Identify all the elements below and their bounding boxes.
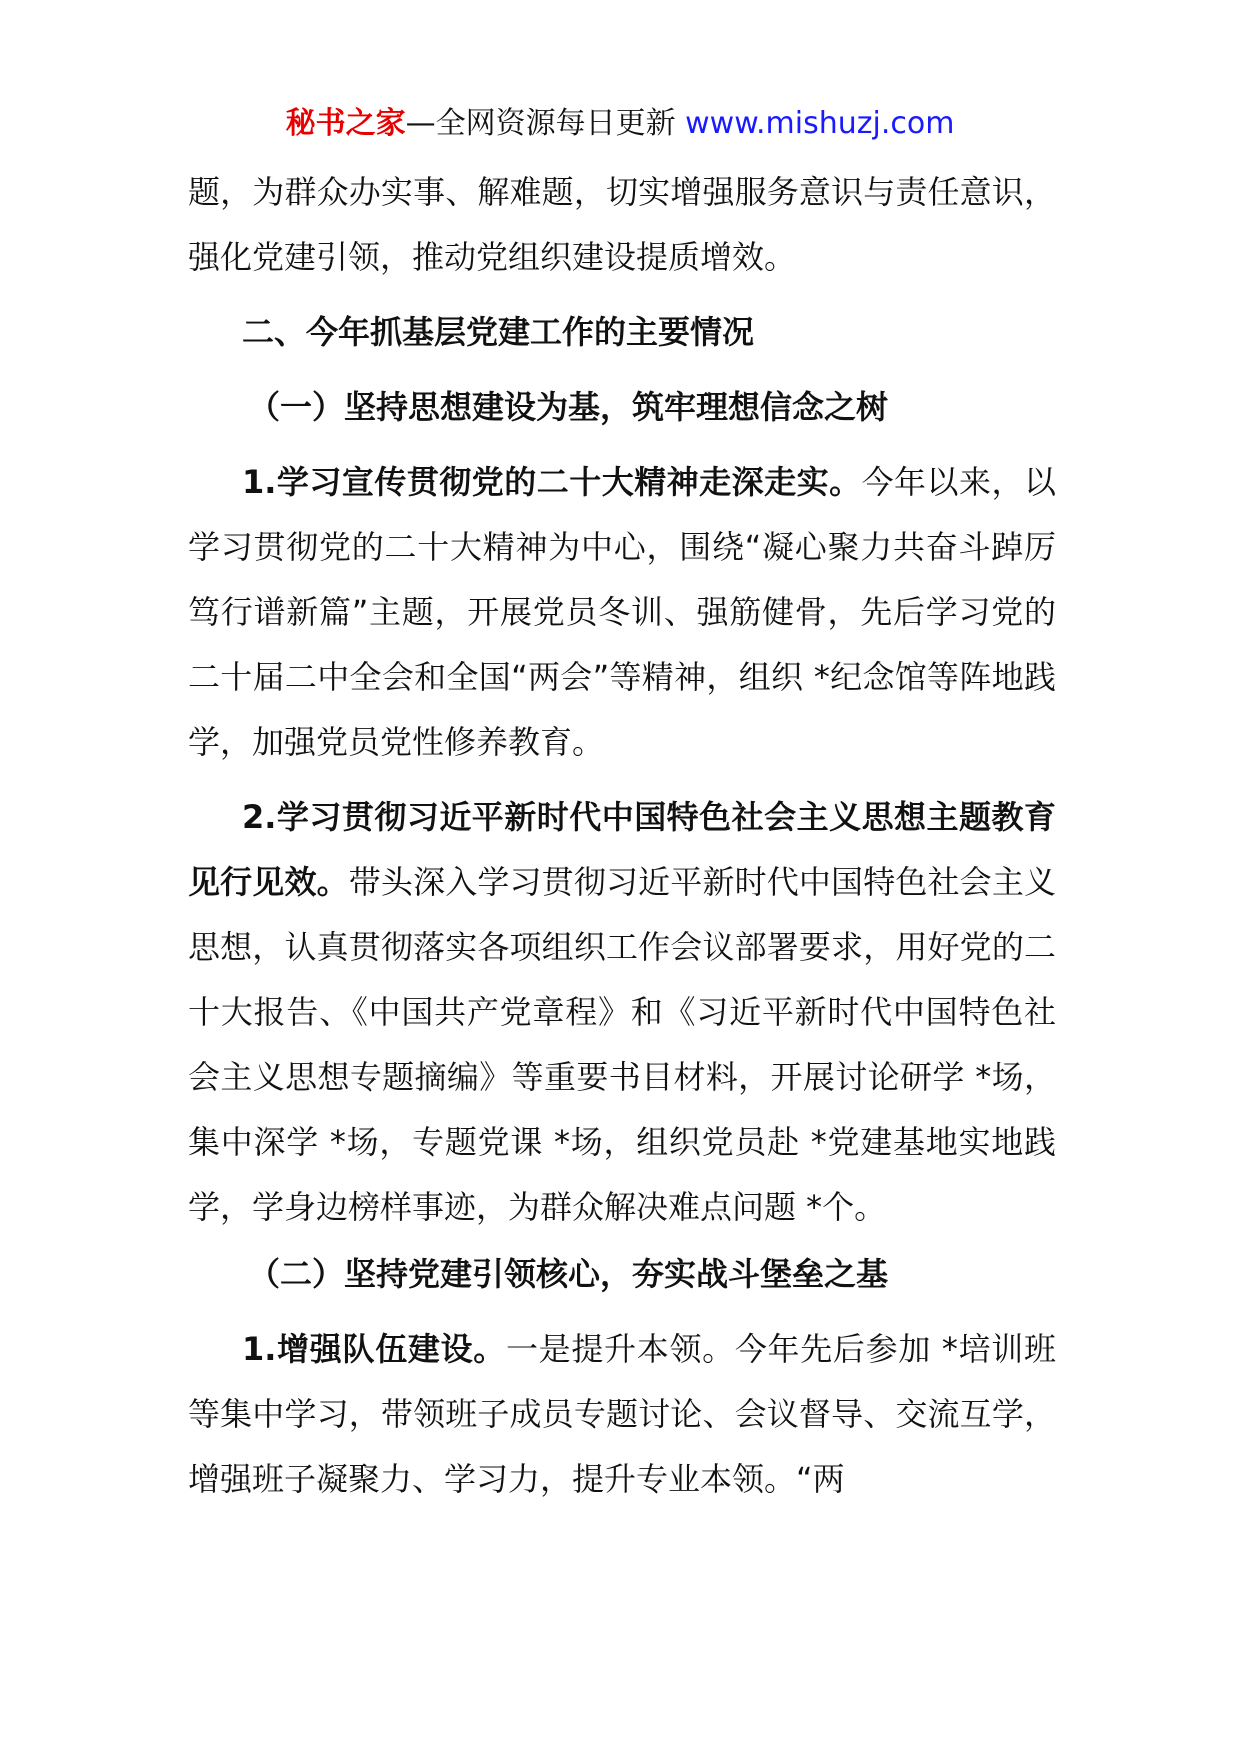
paragraph-item-3 [188, 1317, 1056, 1512]
paragraph-item-1 [188, 450, 1056, 775]
header-tagline: —全网资源每日更新 [405, 106, 686, 141]
item-2-title: 2.学习贯彻习近平新时代中国特色社会主义思想主题教育见行见效。 [188, 798, 1056, 901]
section-heading: 二、今年抓基层党建工作的主要情况 [242, 313, 755, 351]
item-3-title: 1.增强队伍建设。 [242, 1330, 506, 1368]
subsection-heading-2: （二）坚持党建引领核心，夯实战斗堡垒之基 [248, 1255, 889, 1293]
document-body [188, 160, 1056, 1512]
paragraph-item-2 [188, 785, 1056, 1240]
item-1-title: 1.学习宣传贯彻党的二十大精神走深走实。 [242, 463, 862, 501]
subsection-heading-1: （一）坚持思想建设为基，筑牢理想信念之树 [248, 388, 889, 426]
item-1-text: 今年以来，以学习贯彻党的二十大精神为中心，围绕“凝心聚力共奋斗踔厉笃行谱新篇”主题，开展党员冬训、强筋健骨，先后学习党的二十届二中全会和全国“两会”等精神，组织 *纪念馆等阵地践学，加强党员党性修养教育。 [188, 463, 1056, 761]
intro-paragraph: 题，为群众办实事、解难题，切实增强服务意识与责任意识，强化党建引领，推动党组织建设提质增效。 [188, 173, 1056, 276]
item-2-text: 带头深入学习贯彻习近平新时代中国特色社会主义思想，认真贯彻落实各项组织工作会议部署要求，用好党的二十大报告、《中国共产党章程》和《习近平新时代中国特色社会主义思想专题摘编》等重要书目材料，开展讨论研学 *场，集中深学 *场，专题党课 *场，组织党员赴 *党建基地实地践学，学身边榜样事迹，为群众解决难点问题 *个。 [188, 863, 1056, 1226]
site-url-link[interactable]: www.mishuzj.com [685, 106, 955, 141]
brand-name: 秘书之家 [285, 106, 406, 141]
item-3-text: 一是提升本领。今年先后参加 *培训班等集中学习，带领班子成员专题讨论、会议督导、交流互学，增强班子凝聚力、学习力，提升专业本领。“两 [188, 1330, 1056, 1498]
site-header [0, 104, 1240, 144]
